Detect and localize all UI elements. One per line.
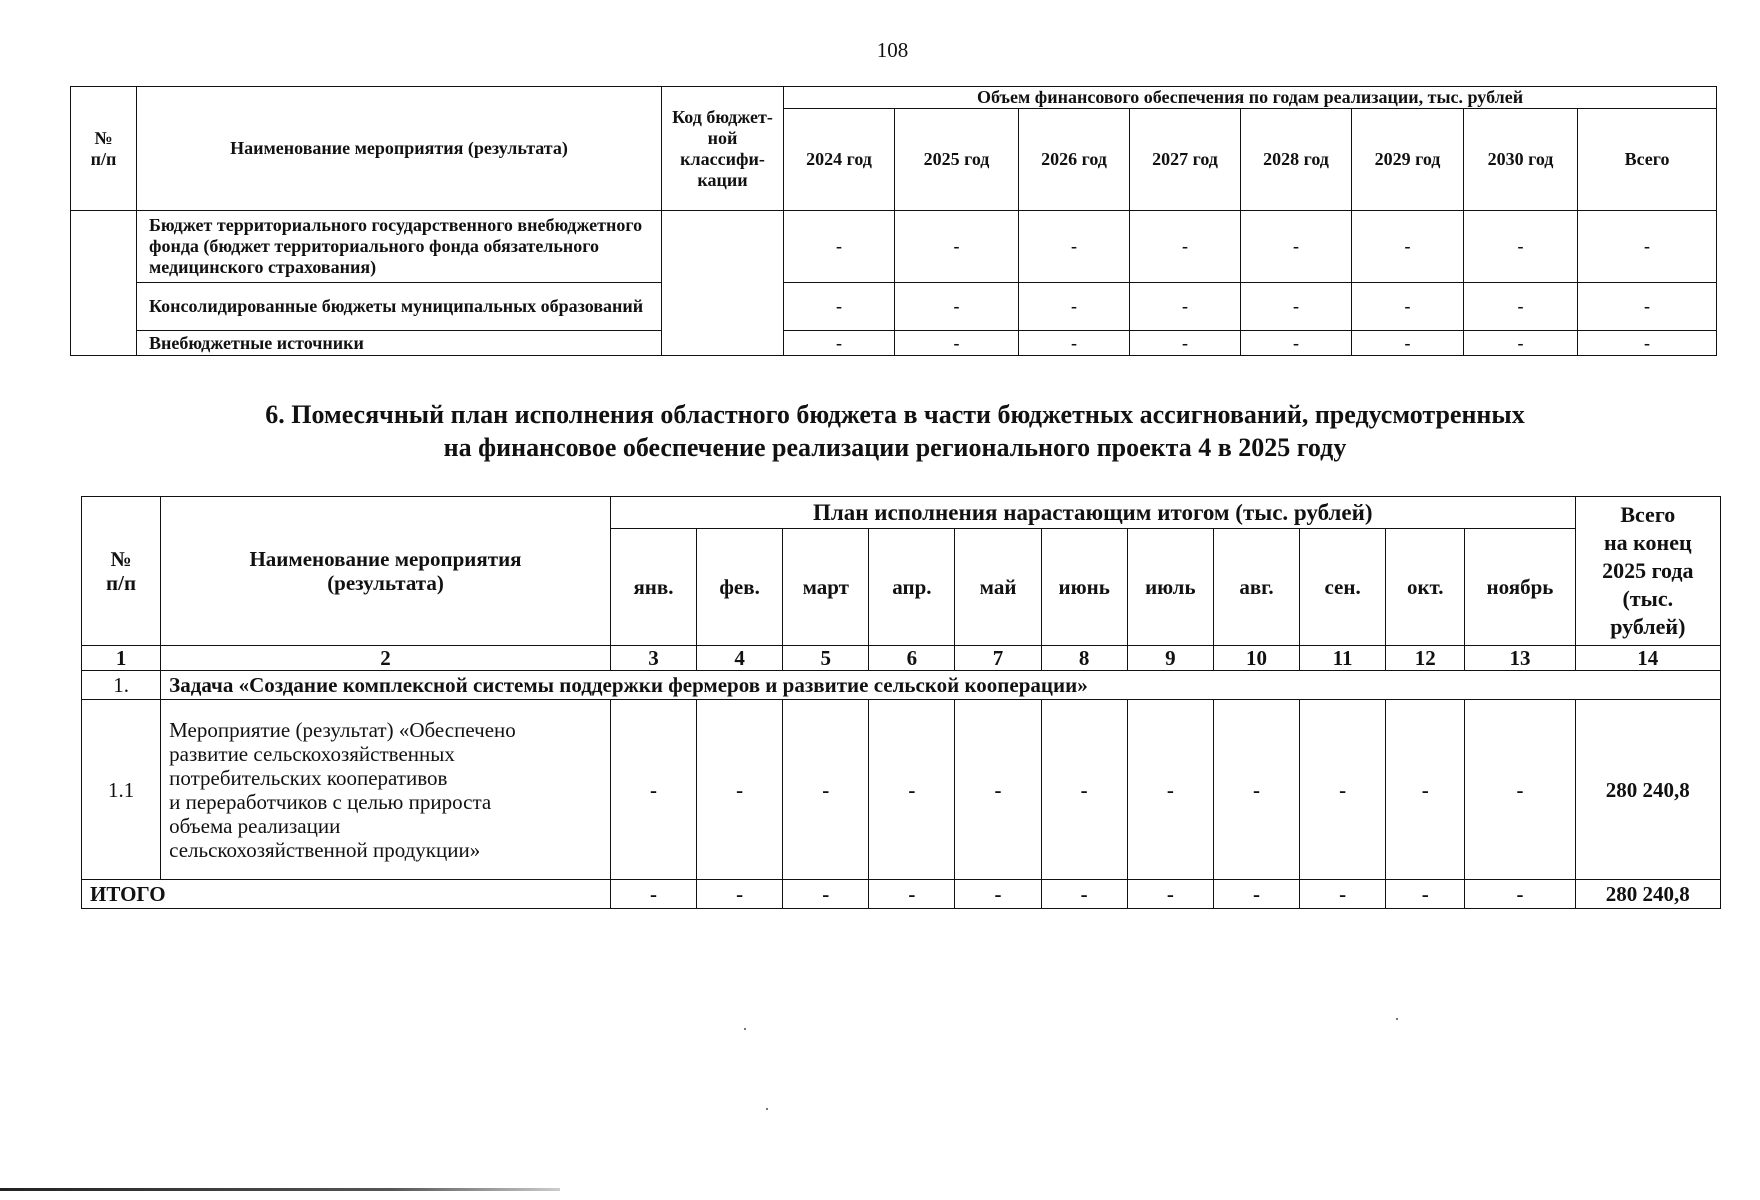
header-year-total: Всего на конец 2025 года (тыс. рублей)	[1575, 497, 1720, 646]
header-month: ноябрь	[1465, 529, 1575, 646]
cell-value: -	[955, 880, 1041, 909]
task-num: 1.	[82, 671, 161, 700]
header-month: окт.	[1386, 529, 1465, 646]
col-number: 13	[1465, 646, 1575, 671]
col-number: 5	[783, 646, 869, 671]
cell-value: -	[697, 880, 783, 909]
cell-value: -	[1019, 331, 1130, 356]
cell-value: -	[1213, 880, 1299, 909]
cell-value: -	[1041, 880, 1127, 909]
activity-num: 1.1	[82, 700, 161, 880]
cell-code	[662, 211, 784, 356]
activity-total: 280 240,8	[1575, 700, 1720, 880]
scan-speck	[744, 1028, 746, 1030]
col-number: 12	[1386, 646, 1465, 671]
task-row	[82, 671, 1721, 700]
cell-value: -	[1130, 331, 1241, 356]
cell-value: -	[869, 700, 955, 880]
col-number: 1	[82, 646, 161, 671]
header-year: 2027 год	[1130, 109, 1241, 211]
cell-value: -	[1300, 880, 1386, 909]
cell-value: -	[895, 283, 1019, 331]
header-year: 2024 год	[784, 109, 895, 211]
cell-value: -	[1300, 700, 1386, 880]
header-num: № п/п	[71, 87, 137, 211]
cell-value: -	[1352, 331, 1464, 356]
cell-value: -	[869, 880, 955, 909]
row-name: Бюджет территориального государственного внебюджетного фонда (бюджет территориального фонда обязательного медицинского страхования)	[137, 211, 662, 283]
header-volume: Объем финансового обеспечения по годам реализации, тыс. рублей	[784, 87, 1717, 109]
header-year: 2025 год	[895, 109, 1019, 211]
header-month: март	[783, 529, 869, 646]
cell-value: -	[1578, 283, 1717, 331]
cell-value: -	[1352, 211, 1464, 283]
header-month: фев.	[697, 529, 783, 646]
cell-value: -	[1130, 283, 1241, 331]
cell-value: -	[1241, 211, 1352, 283]
cell-value: -	[1464, 331, 1578, 356]
header-name: Наименование мероприятия (результата)	[137, 87, 662, 211]
cell-value: -	[610, 700, 696, 880]
cell-value: -	[1578, 211, 1717, 283]
cell-value: -	[1130, 211, 1241, 283]
col-number: 9	[1127, 646, 1213, 671]
grand-total: 280 240,8	[1575, 880, 1720, 909]
col-number: 10	[1213, 646, 1299, 671]
header-month: апр.	[869, 529, 955, 646]
scan-speck	[766, 1108, 768, 1110]
cell-value: -	[1386, 880, 1465, 909]
cell-value: -	[1465, 880, 1575, 909]
section-title-line2: на финансовое обеспечение реализации регионального проекта 4 в 2025 году	[443, 433, 1347, 462]
cell-value: -	[783, 700, 869, 880]
col-number: 2	[161, 646, 611, 671]
row-name: Внебюджетные источники	[137, 331, 662, 356]
scan-edge-line	[0, 1188, 560, 1191]
cell-value: -	[1241, 331, 1352, 356]
activity-row	[82, 700, 1721, 880]
cell-value: -	[1241, 283, 1352, 331]
header-month: май	[955, 529, 1041, 646]
cell-value: -	[697, 700, 783, 880]
table-row	[71, 283, 1717, 331]
cell-value: -	[784, 211, 895, 283]
header-month: июль	[1127, 529, 1213, 646]
col-number: 4	[697, 646, 783, 671]
cell-value: -	[1019, 283, 1130, 331]
row-name: Консолидированные бюджеты муниципальных образований	[137, 283, 662, 331]
col-number: 3	[610, 646, 696, 671]
header-plan: План исполнения нарастающим итогом (тыс. рублей)	[610, 497, 1575, 529]
header-month: янв.	[610, 529, 696, 646]
section-title	[0, 398, 1760, 464]
header-name: Наименование мероприятия (результата)	[161, 497, 611, 646]
col-number: 11	[1300, 646, 1386, 671]
cell-value: -	[1127, 880, 1213, 909]
task-text: Задача «Создание комплексной системы поддержки фермеров и развитие сельской кооперации»	[161, 671, 1721, 700]
cell-value: -	[955, 700, 1041, 880]
cell-value: -	[1464, 283, 1578, 331]
cell-value: -	[1465, 700, 1575, 880]
col-number: 6	[869, 646, 955, 671]
cell-value: -	[783, 880, 869, 909]
cell-value: -	[610, 880, 696, 909]
table-row	[71, 211, 1717, 283]
funding-by-year-table	[70, 86, 1717, 356]
header-year: 2028 год	[1241, 109, 1352, 211]
col-number: 8	[1041, 646, 1127, 671]
cell-value: -	[1127, 700, 1213, 880]
header-code: Код бюджет-ной классифи-кации	[662, 87, 784, 211]
col-number: 14	[1575, 646, 1720, 671]
cell-value: -	[895, 331, 1019, 356]
cell-num	[71, 211, 137, 356]
monthly-plan-table	[81, 496, 1721, 909]
cell-value: -	[784, 331, 895, 356]
cell-value: -	[784, 283, 895, 331]
header-year: 2030 год	[1464, 109, 1578, 211]
column-numbers-row	[82, 646, 1721, 671]
header-month: авг.	[1213, 529, 1299, 646]
header-year: 2029 год	[1352, 109, 1464, 211]
col-number: 7	[955, 646, 1041, 671]
cell-value: -	[895, 211, 1019, 283]
scan-speck	[1396, 1018, 1398, 1020]
total-row	[82, 880, 1721, 909]
header-month: сен.	[1300, 529, 1386, 646]
header-month: июнь	[1041, 529, 1127, 646]
section-title-line1: 6. Помесячный план исполнения областного бюджета в части бюджетных ассигнований, предусмотренных	[265, 400, 1525, 429]
cell-value: -	[1352, 283, 1464, 331]
cell-value: -	[1464, 211, 1578, 283]
page-number: 108	[876, 38, 909, 62]
header-num: № п/п	[82, 497, 161, 646]
cell-value: -	[1213, 700, 1299, 880]
table-row	[71, 331, 1717, 356]
cell-value: -	[1386, 700, 1465, 880]
header-year: 2026 год	[1019, 109, 1130, 211]
cell-value: -	[1019, 211, 1130, 283]
cell-value: -	[1041, 700, 1127, 880]
cell-value: -	[1578, 331, 1717, 356]
header-total: Всего	[1578, 109, 1717, 211]
activity-text: Мероприятие (результат) «Обеспечено развитие сельскохозяйственных потребительских кооперативов и переработчиков с целью прироста объема реализации сельскохозяйственной продукции»	[161, 700, 611, 880]
total-label: ИТОГО	[82, 880, 611, 909]
